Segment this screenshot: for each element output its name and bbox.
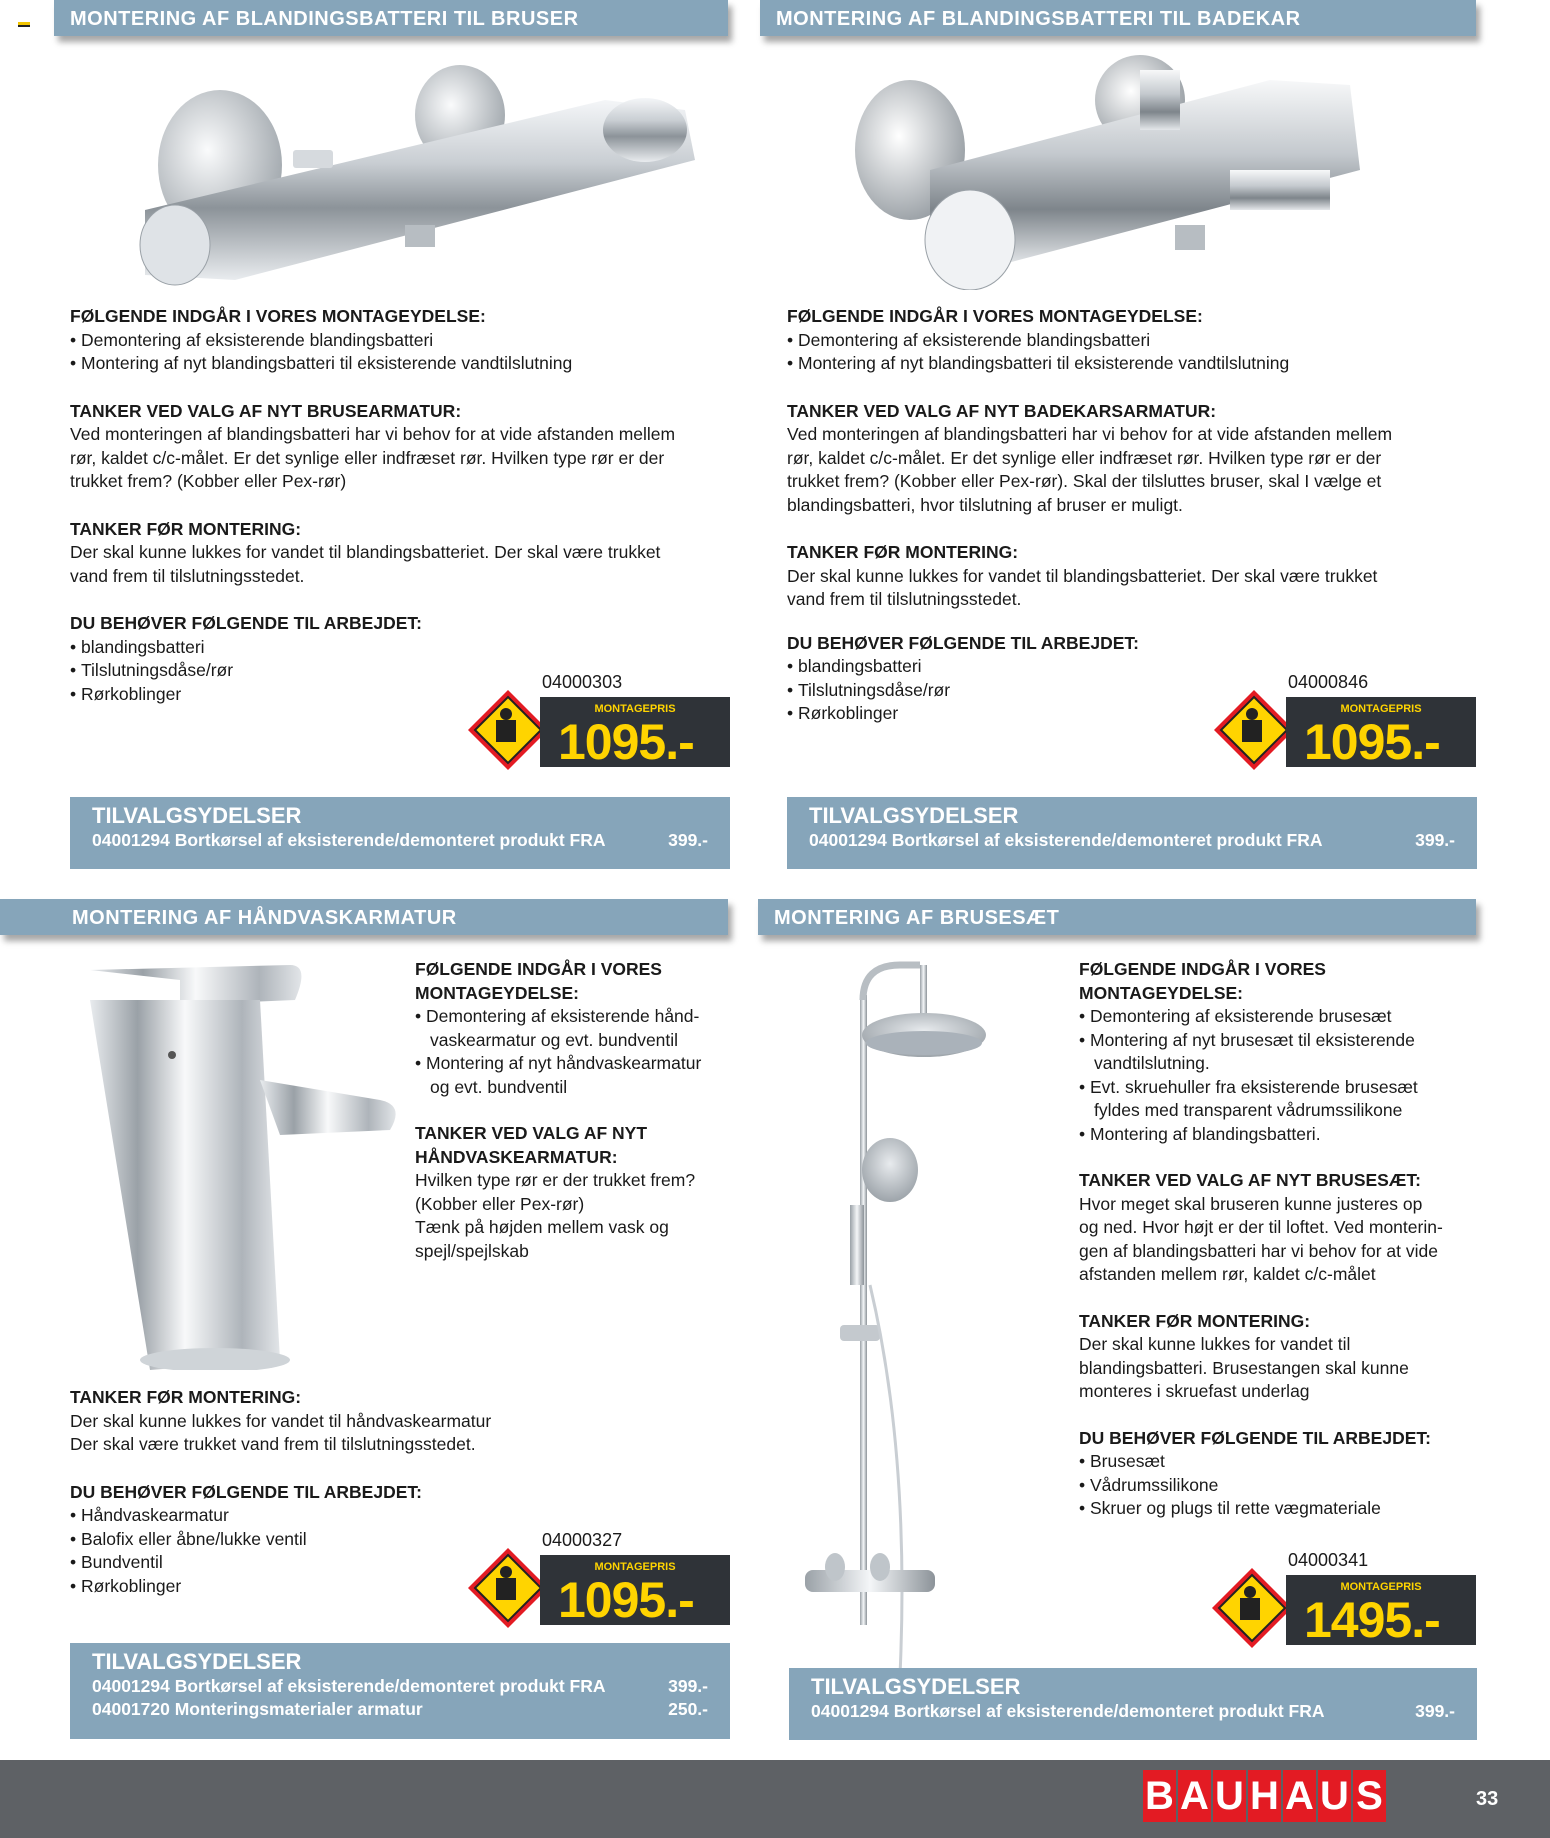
list-item: • Vådrumssilikone (1079, 1474, 1479, 1498)
text-line: gen af blandingsbatteri har vi behov for at vide (1079, 1240, 1438, 1261)
brusesaet-needs-list (1079, 1450, 1479, 1521)
tilvalg-row-text: 04001720 Monteringsmaterialer armatur (92, 1699, 423, 1719)
text-line: trukket frem? (Kobber eller Pex-rør) (70, 471, 347, 491)
bruser-price-box (540, 697, 730, 770)
logo-letter: U (1318, 1770, 1351, 1822)
bruser-heading-needs: DU BEHØVER FØLGENDE TIL ARBEJDET: (70, 613, 422, 633)
page-number: 33 (1476, 1788, 1499, 1810)
price-value: 1095.- (558, 1572, 694, 1628)
text-line: rør, kaldet c/c-målet. Er det synlige eller indfræset rør. Hvilken type rør er der (70, 447, 665, 468)
price-value: 1095.- (1304, 714, 1440, 770)
text-line: trukket frem? (Kobber eller Pex-rør). Skal der tilsluttes bruser, skal I vælge et (787, 471, 1382, 491)
haandvask-heading-before: TANKER FØR MONTERING: (70, 1387, 302, 1407)
brusesaet-price-box (1286, 1575, 1476, 1648)
logo-letter: A (1283, 1770, 1316, 1822)
section-title-haandvask (0, 899, 728, 935)
list-item (1079, 1123, 1479, 1147)
price-label: MONTAGEPRIS (1340, 1581, 1422, 1593)
text-line: Hvor meget skal bruseren kunne justeres op (1079, 1193, 1423, 1214)
section-title-text: MONTERING AF HÅNDVASKARMATUR (72, 907, 457, 929)
tilvalg-row-price: 250.- (668, 1699, 708, 1719)
list-item: • Skruer og plugs til rette vægmateriale (1079, 1497, 1479, 1521)
badekar-included-list (787, 329, 1467, 376)
text-line: spejl/spejlskab (415, 1240, 529, 1261)
list-item: • Rørkoblinger (787, 702, 1467, 726)
text-line: blandingsbatteri, hvor tilslutning af bruser er muligt. (787, 494, 1183, 515)
brusesaet-heading-needs: DU BEHØVER FØLGENDE TIL ARBEJDET: (1079, 1427, 1431, 1448)
list-item: • Rørkoblinger (70, 1575, 590, 1599)
bruser-needs-list (70, 636, 720, 707)
list-item-line: Demontering af eksisterende brusesæt (1090, 1006, 1392, 1026)
list-item: • blandingsbatteri (70, 636, 720, 660)
bath-mixer-image (850, 50, 1390, 290)
text-line: Ved monteringen af blandingsbatteri har vi behov for at vide afstanden mellem (787, 424, 1393, 444)
tilvalg-row-price: 399.- (1415, 830, 1455, 850)
haandvask-text-right (415, 958, 735, 1263)
tilvalg-row (92, 1698, 708, 1721)
haandvask-heading-needs: DU BEHØVER FØLGENDE TIL ARBEJDET: (70, 1481, 422, 1502)
haandvask-heading-included-2: MONTAGEYDELSE: (415, 982, 579, 1003)
list-item-line: Montering af blandingsbatteri. (1090, 1123, 1321, 1144)
badekar-tilvalg-box (787, 797, 1477, 869)
list-item-line: vaskearmatur og evt. bundventil (430, 1029, 679, 1050)
list-item (1079, 1029, 1479, 1076)
list-item: • Montering af nyt blandingsbatteri til eksisterende vandtilslutning (787, 352, 1467, 376)
tilvalg-row (811, 1700, 1455, 1723)
brusesaet-heading-before: TANKER FØR MONTERING: (1079, 1310, 1311, 1331)
haandvask-product-code: 04000327 (542, 1530, 623, 1550)
section-title-text: MONTERING AF BRUSESÆT (774, 907, 1060, 929)
list-item-line: Montering af nyt brusesæt til eksisterende (1090, 1029, 1415, 1050)
list-item: • Demontering af eksisterende blandingsbatteri (70, 329, 720, 353)
tilvalg-row (92, 829, 708, 852)
haandvask-heading-choice-2: HÅNDVASKEARMATUR: (415, 1146, 618, 1167)
bruser-tilvalg-box (70, 797, 730, 869)
section-title-bruser (54, 0, 728, 36)
brusesaet-included-list (1079, 1005, 1479, 1146)
text-line: monteres i skruefast underlag (1079, 1381, 1310, 1401)
brusesaet-text (1079, 958, 1479, 1521)
text-line: Der skal kunne lukkes for vandet til blandingsbatteriet. Der skal være trukket (787, 565, 1378, 586)
logo-letter: H (1248, 1770, 1281, 1822)
list-item: • Demontering af eksisterende blandingsbatteri (787, 329, 1467, 353)
bruser-heading-included: FØLGENDE INDGÅR I VORES MONTAGEYDELSE: (70, 306, 486, 326)
text-line: rør, kaldet c/c-målet. Er det synlige eller indfræset rør. Hvilken type rør er der (787, 447, 1382, 468)
brusesaet-heading-included-2: MONTAGEYDELSE: (1079, 982, 1243, 1003)
tilvalg-row-price: 399.- (668, 830, 708, 850)
badekar-text (787, 305, 1467, 726)
list-item-line: fyldes med transparent vådrumssilikone (1094, 1100, 1403, 1120)
haandvask-included-list (415, 1005, 735, 1099)
haandvask-heading-choice: TANKER VED VALG AF NYT (415, 1123, 648, 1143)
list-item-line: Montering af nyt håndvaskearmatur (426, 1053, 702, 1073)
text-line: Der skal være trukket vand frem til tilslutningsstedet. (70, 1434, 476, 1454)
price-label: MONTAGEPRIS (594, 1561, 676, 1573)
bauhaus-logo (1143, 1770, 1388, 1822)
logo-letter: A (1178, 1770, 1211, 1822)
tilvalg-row-text: 04001294 Bortkørsel af eksisterende/demonteret produkt FRA (92, 1676, 606, 1696)
list-item: • Brusesæt (1079, 1450, 1479, 1474)
text-line: afstanden mellem rør, kaldet c/c-målet (1079, 1264, 1376, 1284)
bruser-heading-before: TANKER FØR MONTERING: (70, 518, 302, 539)
tilvalg-title: TILVALGSYDELSER (811, 1674, 1021, 1699)
list-item: • blandingsbatteri (787, 655, 1467, 679)
brusesaet-tilvalg-box (789, 1668, 1477, 1740)
list-item (415, 1005, 735, 1052)
text-line: (Kobber eller Pex-rør) (415, 1193, 585, 1214)
badekar-product-code: 04000846 (1288, 672, 1369, 692)
price-value: 1095.- (558, 714, 694, 770)
shower-set-image (790, 955, 1030, 1675)
logo-letter: U (1213, 1770, 1246, 1822)
price-value: 1495.- (1304, 1592, 1440, 1648)
list-item (415, 1052, 735, 1099)
tilvalg-row-price: 399.- (1415, 1701, 1455, 1721)
fixed-price-badge-icon (1214, 690, 1294, 770)
page-corner-mark (18, 22, 30, 27)
badekar-heading-included: FØLGENDE INDGÅR I VORES MONTAGEYDELSE: (787, 306, 1203, 326)
brusesaet-heading-included: FØLGENDE INDGÅR I VORES (1079, 959, 1326, 979)
text-line: Der skal kunne lukkes for vandet til håndvaskearmatur (70, 1410, 492, 1431)
brusesaet-heading-choice: TANKER VED VALG AF NYT BRUSESÆT: (1079, 1170, 1421, 1190)
list-item-line: vandtilslutning. (1094, 1053, 1210, 1073)
haandvask-price-box (540, 1555, 730, 1628)
text-line: blandingsbatteri. Brusestangen skal kunne (1079, 1357, 1409, 1378)
tilvalg-title: TILVALGSYDELSER (92, 803, 302, 828)
tilvalg-row (92, 1675, 708, 1698)
fixed-price-badge-icon (1212, 1568, 1292, 1648)
price-label: MONTAGEPRIS (594, 703, 676, 715)
text-line: vand frem til tilslutningsstedet. (787, 589, 1022, 609)
text-line: Der skal kunne lukkes for vandet til blandingsbatteriet. Der skal være trukket (70, 542, 661, 562)
list-item-line: Demontering af eksisterende hånd- (426, 1006, 700, 1026)
fixed-price-badge-icon (468, 690, 548, 770)
tilvalg-row-text: 04001294 Bortkørsel af eksisterende/demonteret produkt FRA (811, 1701, 1325, 1721)
logo-letter: S (1353, 1770, 1386, 1822)
list-item: • Tilslutningsdåse/rør (787, 679, 1467, 703)
bruser-heading-choice: TANKER VED VALG AF NYT BRUSEARMATUR: (70, 400, 462, 421)
haandvask-heading-included: FØLGENDE INDGÅR I VORES (415, 959, 662, 979)
list-item: • Håndvaskearmatur (70, 1504, 590, 1528)
tilvalg-row (809, 829, 1455, 852)
tilvalg-row-text: 04001294 Bortkørsel af eksisterende/demonteret produkt FRA (809, 830, 1323, 850)
text-line: Hvilken type rør er der trukket frem? (415, 1170, 696, 1190)
tilvalg-title: TILVALGSYDELSER (92, 1649, 302, 1674)
list-item (1079, 1076, 1479, 1123)
price-label: MONTAGEPRIS (1340, 703, 1422, 715)
text-line: Tænk på højden mellem vask og (415, 1217, 669, 1237)
list-item: • Tilslutningsdåse/rør (70, 659, 720, 683)
thermostat-shower-mixer-image (105, 60, 725, 290)
basin-mixer-image (80, 960, 410, 1370)
tilvalg-title: TILVALGSYDELSER (809, 803, 1019, 828)
logo-letter: B (1143, 1770, 1176, 1822)
fixed-price-badge-icon (468, 1548, 548, 1628)
bruser-product-code: 04000303 (542, 672, 623, 692)
list-item (1079, 1005, 1479, 1029)
list-item: • Montering af nyt blandingsbatteri til eksisterende vandtilslutning (70, 352, 720, 376)
list-item: • Balofix eller åbne/lukke ventil (70, 1528, 590, 1552)
text-line: vand frem til tilslutningsstedet. (70, 565, 305, 586)
bruser-included-list (70, 329, 720, 376)
bruser-text (70, 305, 720, 706)
tilvalg-row-price: 399.- (668, 1676, 708, 1696)
badekar-heading-choice: TANKER VED VALG AF NYT BADEKARSARMATUR: (787, 400, 1217, 421)
list-item-line: Evt. skruehuller fra eksisterende brusesæt (1090, 1076, 1418, 1097)
list-item: • Bundventil (70, 1551, 590, 1575)
badekar-heading-before: TANKER FØR MONTERING: (787, 542, 1019, 562)
section-title-brusesaet (758, 899, 1476, 935)
text-line: Der skal kunne lukkes for vandet til (1079, 1334, 1351, 1354)
section-title-text: MONTERING AF BLANDINGSBATTERI TIL BRUSER (70, 8, 579, 30)
list-item: • Rørkoblinger (70, 683, 720, 707)
text-line: og ned. Hvor højt er der til loftet. Ved monterin- (1079, 1217, 1443, 1237)
section-title-text: MONTERING AF BLANDINGSBATTERI TIL BADEKAR (776, 8, 1301, 30)
badekar-price-box (1286, 697, 1476, 770)
text-line: Ved monteringen af blandingsbatteri har vi behov for at vide afstanden mellem (70, 424, 676, 444)
haandvask-tilvalg-box (70, 1643, 730, 1739)
section-title-badekar (760, 0, 1476, 36)
badekar-heading-needs: DU BEHØVER FØLGENDE TIL ARBEJDET: (787, 632, 1139, 653)
tilvalg-row-text: 04001294 Bortkørsel af eksisterende/demonteret produkt FRA (92, 830, 606, 850)
list-item-line: og evt. bundventil (430, 1076, 568, 1097)
brusesaet-product-code: 04000341 (1288, 1550, 1369, 1570)
